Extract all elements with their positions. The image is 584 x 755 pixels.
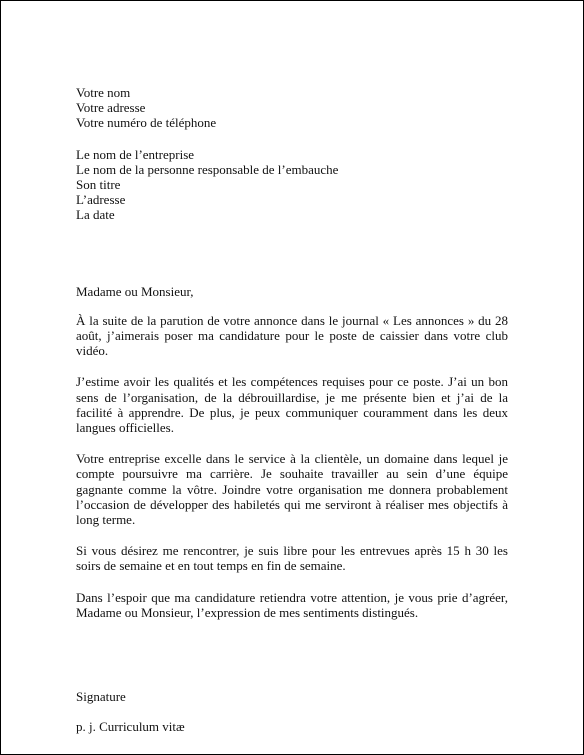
- recipient-block: [76, 147, 508, 223]
- letter-date: La date: [76, 207, 115, 223]
- recipient-title: Son titre: [76, 177, 121, 193]
- letter-body: [76, 85, 508, 734]
- signature: Signature: [76, 689, 126, 705]
- sender-block: [76, 85, 508, 131]
- salutation: Madame ou Monsieur,: [76, 283, 194, 299]
- paragraph-motivation: Votre entreprise excelle dans le service à la clientèle, un domaine dans lequel je compte poursuivre ma carrière. Je souhaite travailler au sein d’une équipe gagnante comme la vôtre. Joindre votre organisation me donnera probablement l’occasion de développer des habiletés qui me serviront à réaliser mes objectifs à long terme.: [76, 451, 508, 528]
- recipient-person: Le nom de la personne responsable de l’embauche: [76, 161, 339, 177]
- enclosure: p. j. Curriculum vitæ: [76, 719, 185, 735]
- sender-name: Votre nom: [76, 85, 131, 100]
- recipient-company: Le nom de l’entreprise: [76, 146, 195, 162]
- paragraph-closing: Dans l’espoir que ma candidature retiendra votre attention, je vous prie d’agréer, Madame ou Monsieur, l’expression de mes sentiments distingués.: [76, 589, 508, 620]
- paragraph-qualifications: J’estime avoir les qualités et les compétences requises pour ce poste. J’ai un bon sens de l’organisation, de la débrouillardise, je me présente bien et j’ai de la facilité à apprendre. De plus, je peux communiquer couramment dans les deux langues officielles.: [76, 374, 508, 436]
- paragraph-availability: Si vous désirez me rencontrer, je suis libre pour les entrevues après 15 h 30 les soirs de semaine et en tout temps en fin de semaine.: [76, 543, 508, 574]
- sender-address: Votre adresse: [76, 100, 146, 116]
- recipient-address: L’adresse: [76, 192, 126, 208]
- paragraph-intro: À la suite de la parution de votre annonce dans le journal « Les annonces » du 28 août, j’aimerais poser ma candidature pour le poste de caissier dans votre club vidéo.: [76, 312, 508, 359]
- sender-phone: Votre numéro de téléphone: [76, 115, 217, 131]
